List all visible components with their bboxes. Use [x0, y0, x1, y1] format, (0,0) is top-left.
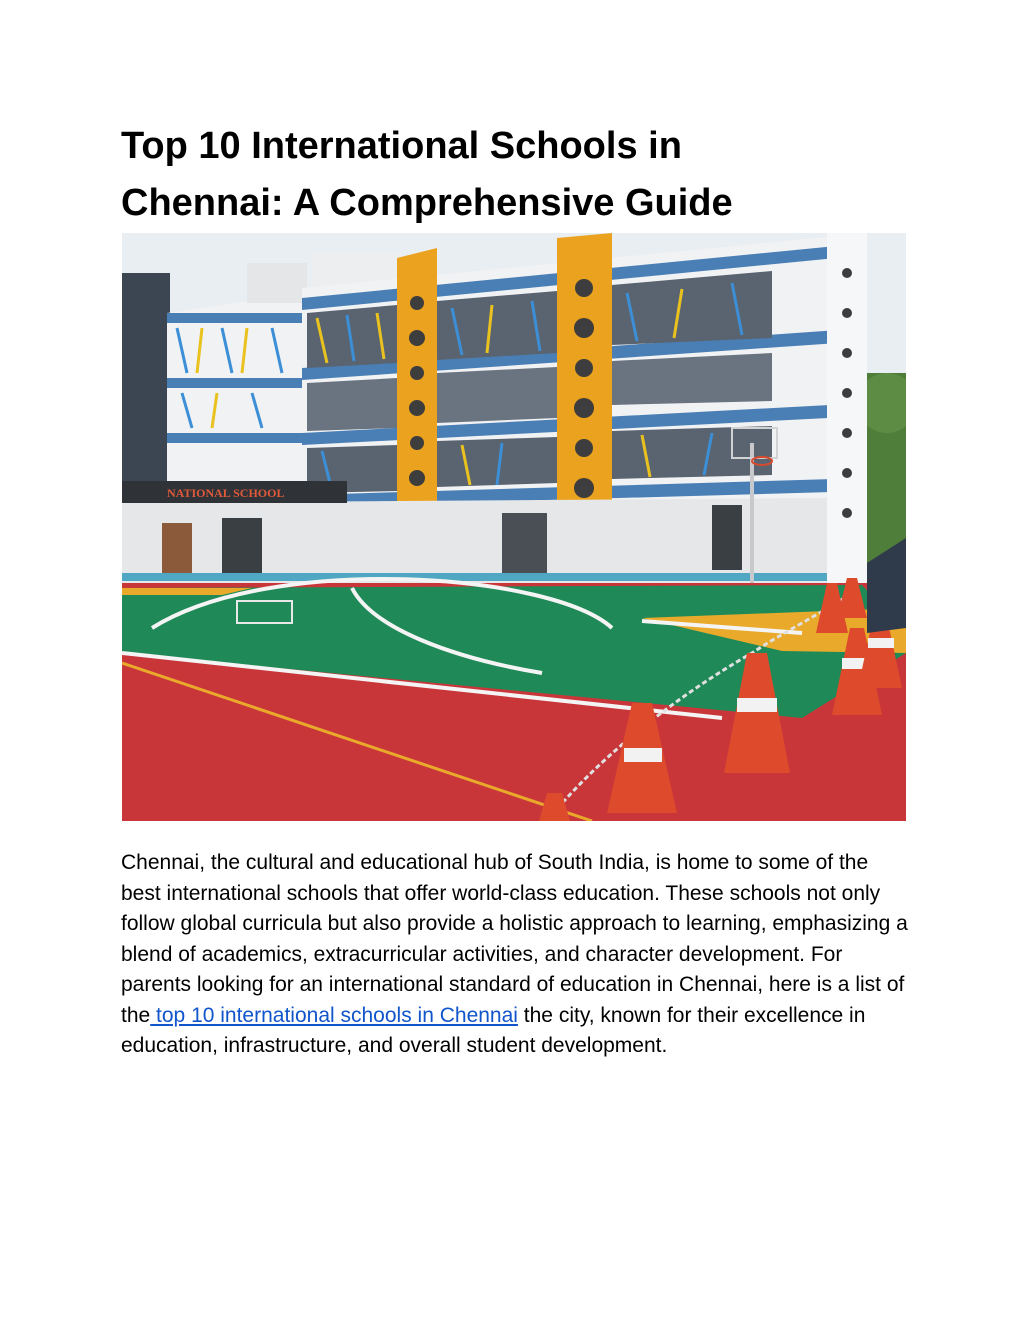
title-line-1: Top 10 International Schools in [121, 125, 682, 167]
school-sign-text: NATIONAL SCHOOL [167, 486, 285, 500]
intro-paragraph [121, 848, 911, 1062]
paragraph-text-after-link: the city, known for their excellence in education, infrastructure, and overall student development. [121, 1003, 866, 1057]
title-line-2: Chennai: A Comprehensive Guide [121, 182, 733, 224]
page-title [121, 118, 921, 232]
school-building-photo [122, 233, 906, 821]
paragraph-text-before-link: Chennai, the cultural and educational hub of South India, is home to some of the best international schools that offer world-class education. These schools not only follow global curricula but also provide a holistic approach to learning, emphasizing a blend of academics, extracurricular activities, and character development. For parents looking for an international standard of education in Chennai, here is a list of the [121, 851, 908, 1027]
top-schools-link[interactable]: top 10 international schools in Chennai [150, 1003, 518, 1027]
